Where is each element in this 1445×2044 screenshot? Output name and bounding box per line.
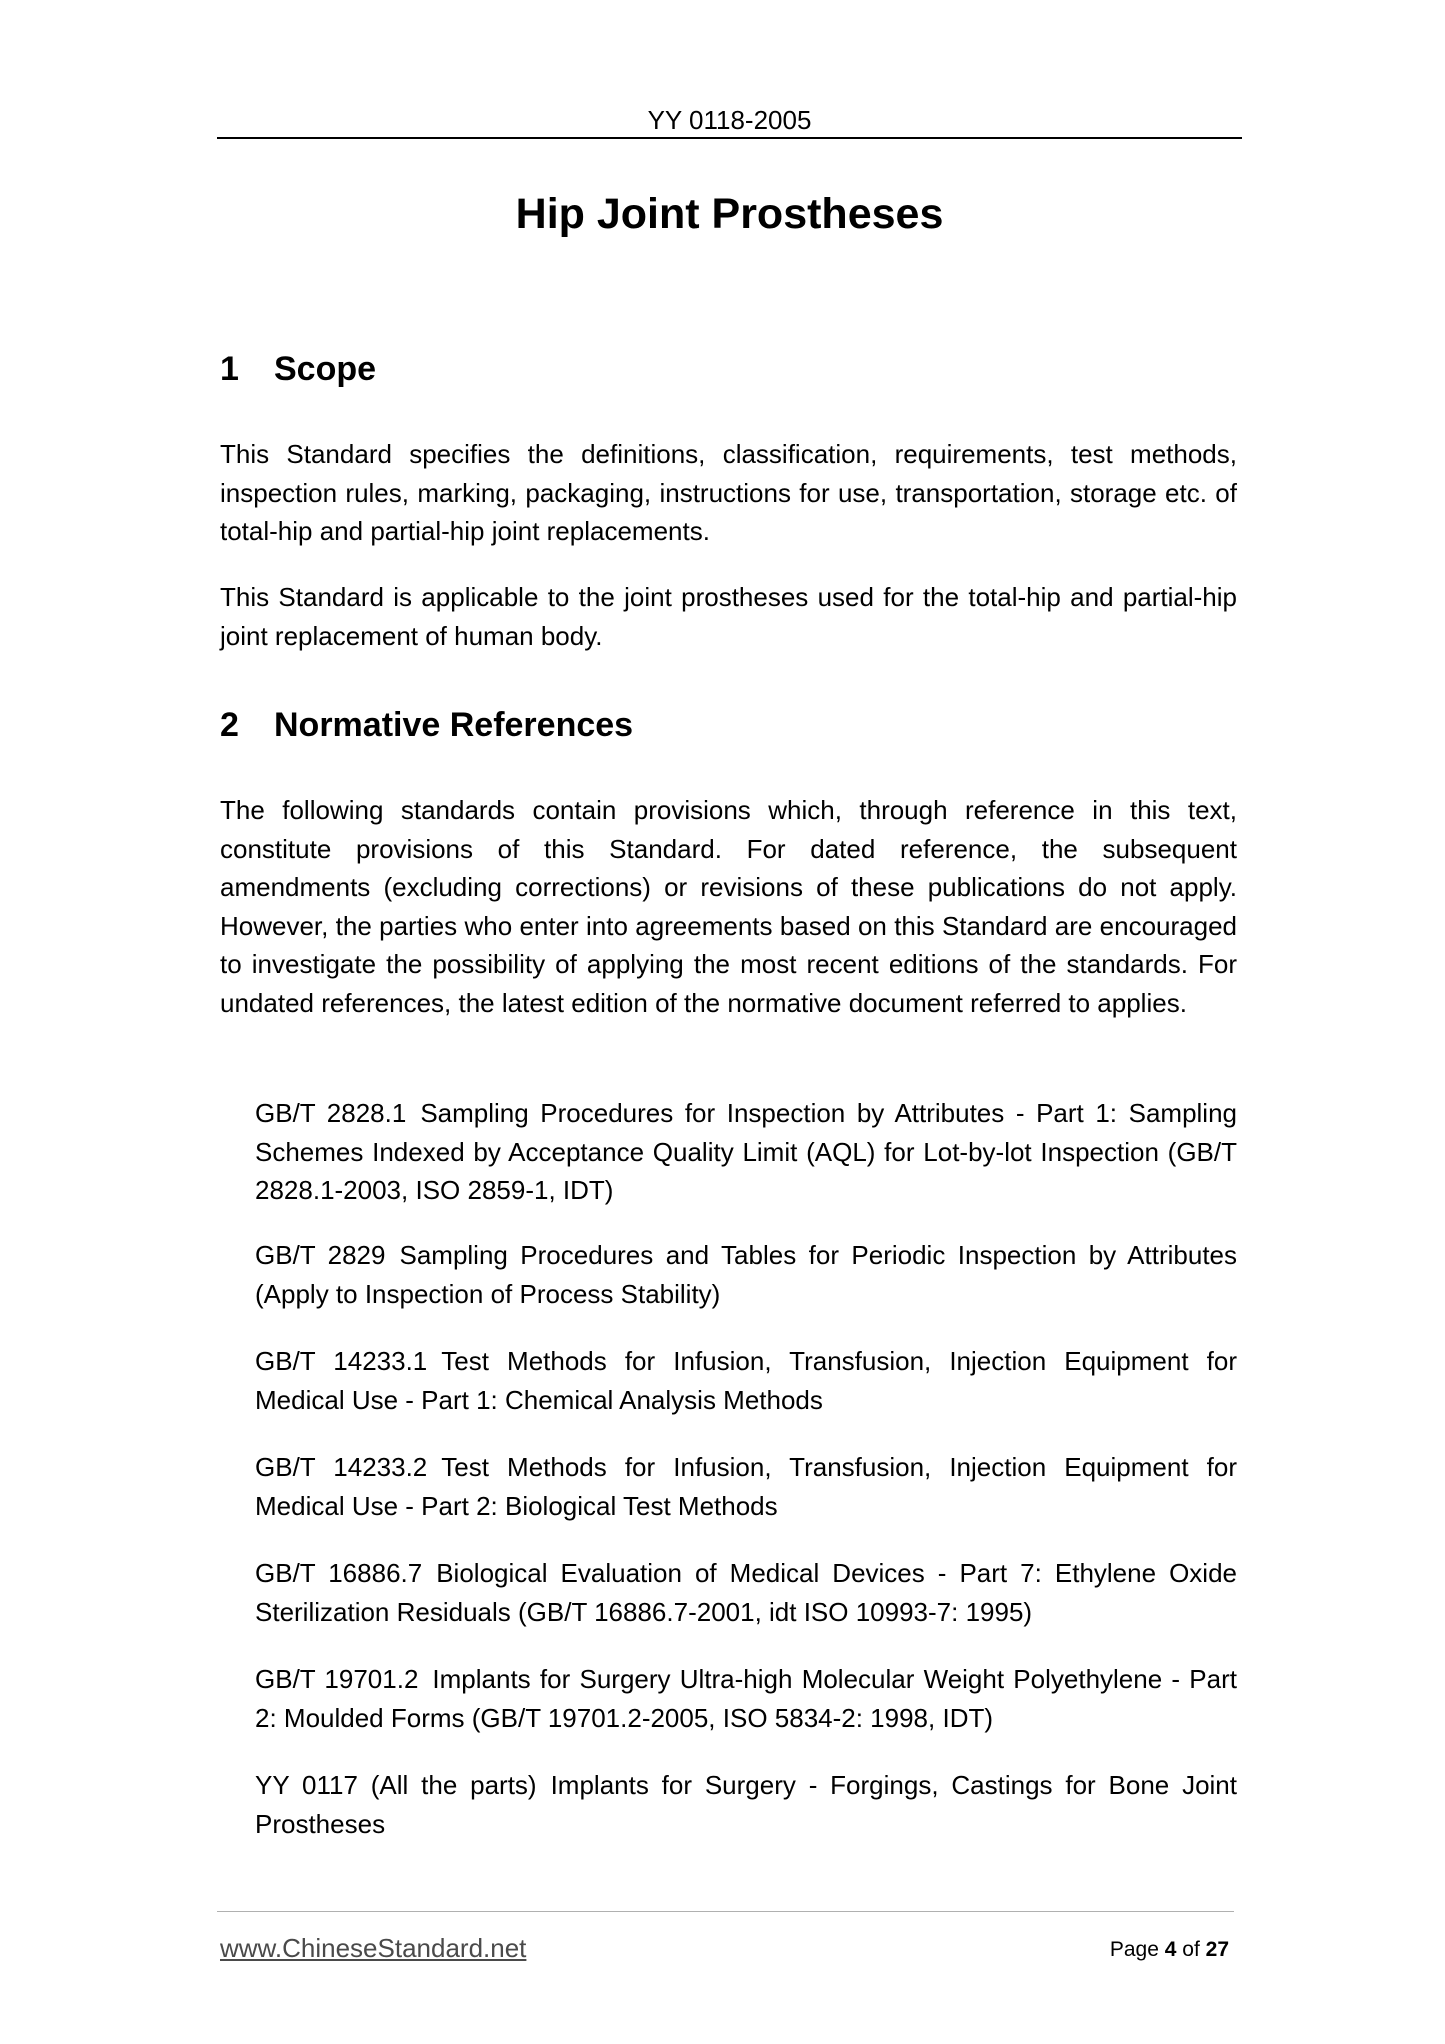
reference-item — [255, 1236, 1237, 1313]
reference-item — [255, 1766, 1237, 1843]
scope-paragraph-2: This Standard is applicable to the joint prostheses used for the total-hip and partial-hip joint replacement of human body. — [220, 582, 1237, 651]
footer-rule — [217, 1911, 1234, 1912]
header-rule — [217, 137, 1242, 139]
reference-title: Implants for Surgery Ultra-high Molecular Weight Polyethylene - Part 2: Moulded Forms (GB/T 19701.2-2005, ISO 5834-2: 1998, IDT) — [255, 1664, 1237, 1733]
page-total: 27 — [1205, 1938, 1229, 1961]
page-number — [1110, 1936, 1229, 1964]
section-1-number: 1 — [220, 350, 239, 388]
reference-code: YY 0117 (All the parts) — [255, 1770, 537, 1800]
running-header: YY 0118-2005 — [647, 105, 812, 135]
reference-title: Implants for Surgery - Forgings, Castings for Bone Joint Prostheses — [255, 1770, 1237, 1839]
reference-title: Test Methods for Infusion, Transfusion, Injection Equipment for Medical Use - Part 2: Biological Test Methods — [255, 1452, 1237, 1521]
normative-references-intro: The following standards contain provisions which, through reference in this text, constitute provisions of this Standard. For dated reference, the subsequent amendments (excluding corrections) or revisions of these publications do not apply. However, the parties who enter into agreements based on this Standard are encouraged to investigate the possibility of applying the most recent editions of the standards. For undated references, the latest edition of the normative document referred to applies. — [220, 795, 1237, 1018]
section-1-title: Scope — [274, 350, 377, 388]
reference-title: Biological Evaluation of Medical Devices - Part 7: Ethylene Oxide Sterilization Residuals (GB/T 16886.7-2001, idt ISO 10993-7: 1995) — [255, 1558, 1237, 1627]
reference-code: GB/T 16886.7 — [255, 1558, 423, 1588]
page-current: 4 — [1164, 1938, 1177, 1961]
reference-item — [255, 1094, 1237, 1210]
section-2-heading — [220, 703, 633, 747]
reference-code: GB/T 2829 — [255, 1240, 386, 1270]
page-prefix: Page — [1109, 1938, 1159, 1961]
reference-item — [255, 1554, 1237, 1631]
reference-item — [255, 1342, 1237, 1419]
website-link[interactable]: www.ChineseStandard.net — [220, 1933, 527, 1963]
reference-title: Sampling Procedures and Tables for Periodic Inspection by Attributes (Apply to Inspection of Process Stability) — [255, 1240, 1238, 1309]
section-2-title: Normative References — [274, 706, 634, 744]
reference-code: GB/T 14233.2 — [255, 1452, 428, 1482]
section-1-heading — [220, 347, 376, 391]
reference-title: Sampling Procedures for Inspection by Attributes - Part 1: Sampling Schemes Indexed by Acceptance Quality Limit (AQL) for Lot-by-lot Inspection (GB/T 2828.1-2003, ISO 2859-1, IDT) — [255, 1098, 1238, 1205]
reference-item — [255, 1660, 1237, 1737]
section-2-number: 2 — [220, 706, 239, 744]
reference-code: GB/T 14233.1 — [255, 1346, 428, 1376]
document-title: Hip Joint Prostheses — [515, 190, 944, 238]
reference-title: Test Methods for Infusion, Transfusion, Injection Equipment for Medical Use - Part 1: Chemical Analysis Methods — [255, 1346, 1237, 1415]
page-of: of — [1182, 1938, 1200, 1961]
reference-code: GB/T 2828.1 — [255, 1098, 407, 1128]
reference-code: GB/T 19701.2 — [255, 1664, 419, 1694]
scope-paragraph-1: This Standard specifies the definitions, classification, requirements, test methods, inspection rules, marking, packaging, instructions for use, transportation, storage etc. of total-hip and partial-hip joint replacements. — [220, 439, 1237, 546]
reference-item — [255, 1448, 1237, 1525]
